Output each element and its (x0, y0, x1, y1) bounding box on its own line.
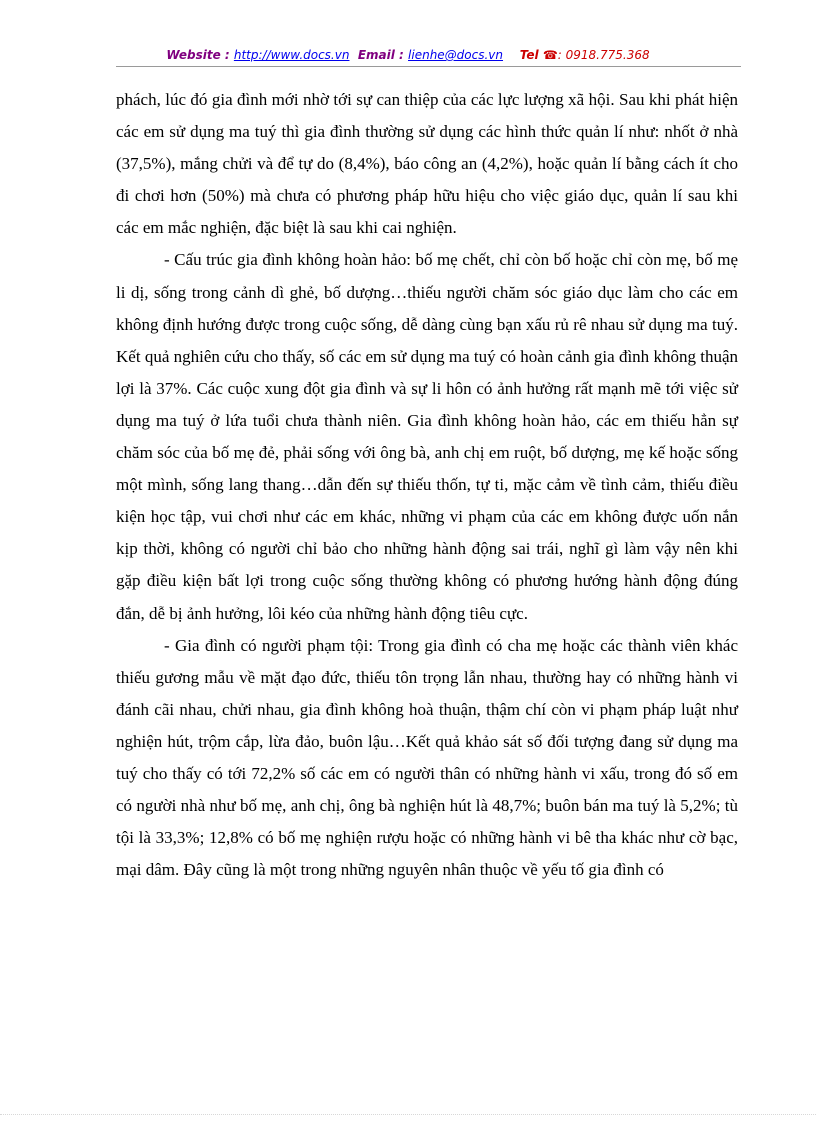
tel-number: : 0918.775.368 (557, 48, 650, 62)
website-link[interactable]: http://www.docs.vn (233, 48, 350, 62)
tel-label: Tel (519, 48, 539, 62)
paragraph-3: - Gia đình có người phạm tội: Trong gia đình có cha mẹ hoặc các thành viên khác thiếu gương mẫu về mặt đạo đức, thiếu tôn trọng lẫn nhau, thường hay có những hành vi đánh cãi nhau, chửi nhau, gia đình không hoà thuận, thậm chí còn vi phạm pháp luật như nghiện hút, trộm cắp, lừa đảo, buôn lậu…Kết quả khảo sát số đối tượng đang sử dụng ma tuý cho thấy có tới 72,2% số các em có người thân có những hành vi xấu, trong đó số em có người nhà như bố mẹ, anh chị, ông bà nghiện hút là 48,7%; buôn bán ma tuý là 5,2%; tù tội là 33,3%; 12,8% có bố mẹ nghiện rượu hoặc có những hành vi bê tha khác như cờ bạc, mại dâm. Đây cũng là một trong những nguyên nhân thuộc về yếu tố gia đình có (116, 635, 738, 880)
footer-divider (0, 1114, 816, 1115)
body-text (116, 84, 738, 886)
page-header (0, 47, 816, 63)
paragraph-2: - Cấu trúc gia đình không hoàn hảo: bố mẹ chết, chỉ còn bố hoặc chỉ còn mẹ, bố mẹ li dị, sống trong cảnh dì ghẻ, bố dượng…thiếu người chăm sóc giáo dục làm cho các em không định hướng được trong cuộc sống, dễ dàng cùng bạn xấu rủ rê nhau sử dụng ma tuý. Kết quả nghiên cứu cho thấy, số các em sử dụng ma tuý có hoàn cảnh gia đình không thuận lợi là 37%. Các cuộc xung đột gia đình và sự li hôn có ảnh hưởng rất mạnh mẽ tới việc sử dụng ma tuý ở lứa tuổi chưa thành niên. Gia đình không hoàn hảo, các em thiếu hẳn sự chăm sóc của bố mẹ đẻ, phải sống với ông bà, anh chị em ruột, bố dượng, mẹ kế hoặc sống một mình, sống lang thang…dẫn đến sự thiếu thốn, tự ti, mặc cảm về tình cảm, thiếu điều kiện học tập, vui chơi như các em khác, những vi phạm của các em không được uốn nắn kịp thời, không có người chỉ bảo cho những hành động sai trái, nghĩ gì làm vậy nên khi gặp điều kiện bất lợi trong cuộc sống thường không có phương hướng hành động đúng đắn, dễ bị ảnh hưởng, lôi kéo của những hành động tiêu cực. (116, 250, 738, 623)
email-label: Email : (357, 48, 404, 62)
paragraph-1: phách, lúc đó gia đình mới nhờ tới sự can thiệp của các lực lượng xã hội. Sau khi phát hiện các em sử dụng ma tuý thì gia đình thường sử dụng các hình thức quản lí như: nhốt ở nhà (37,5%), mắng chửi và để tự do (8,4%), báo công an (4,2%), hoặc quản lí bằng cách ít cho đi chơi hơn (50%) mà chưa có phương pháp hữu hiệu cho việc giáo dục, quản lí sau khi các em mắc nghiện, đặc biệt là sau khi cai nghiện. (116, 90, 738, 238)
phone-icon: ☎ (542, 48, 558, 62)
header-divider (116, 66, 741, 67)
website-label: Website : (166, 48, 230, 62)
email-link[interactable]: lienhe@docs.vn (408, 48, 504, 62)
